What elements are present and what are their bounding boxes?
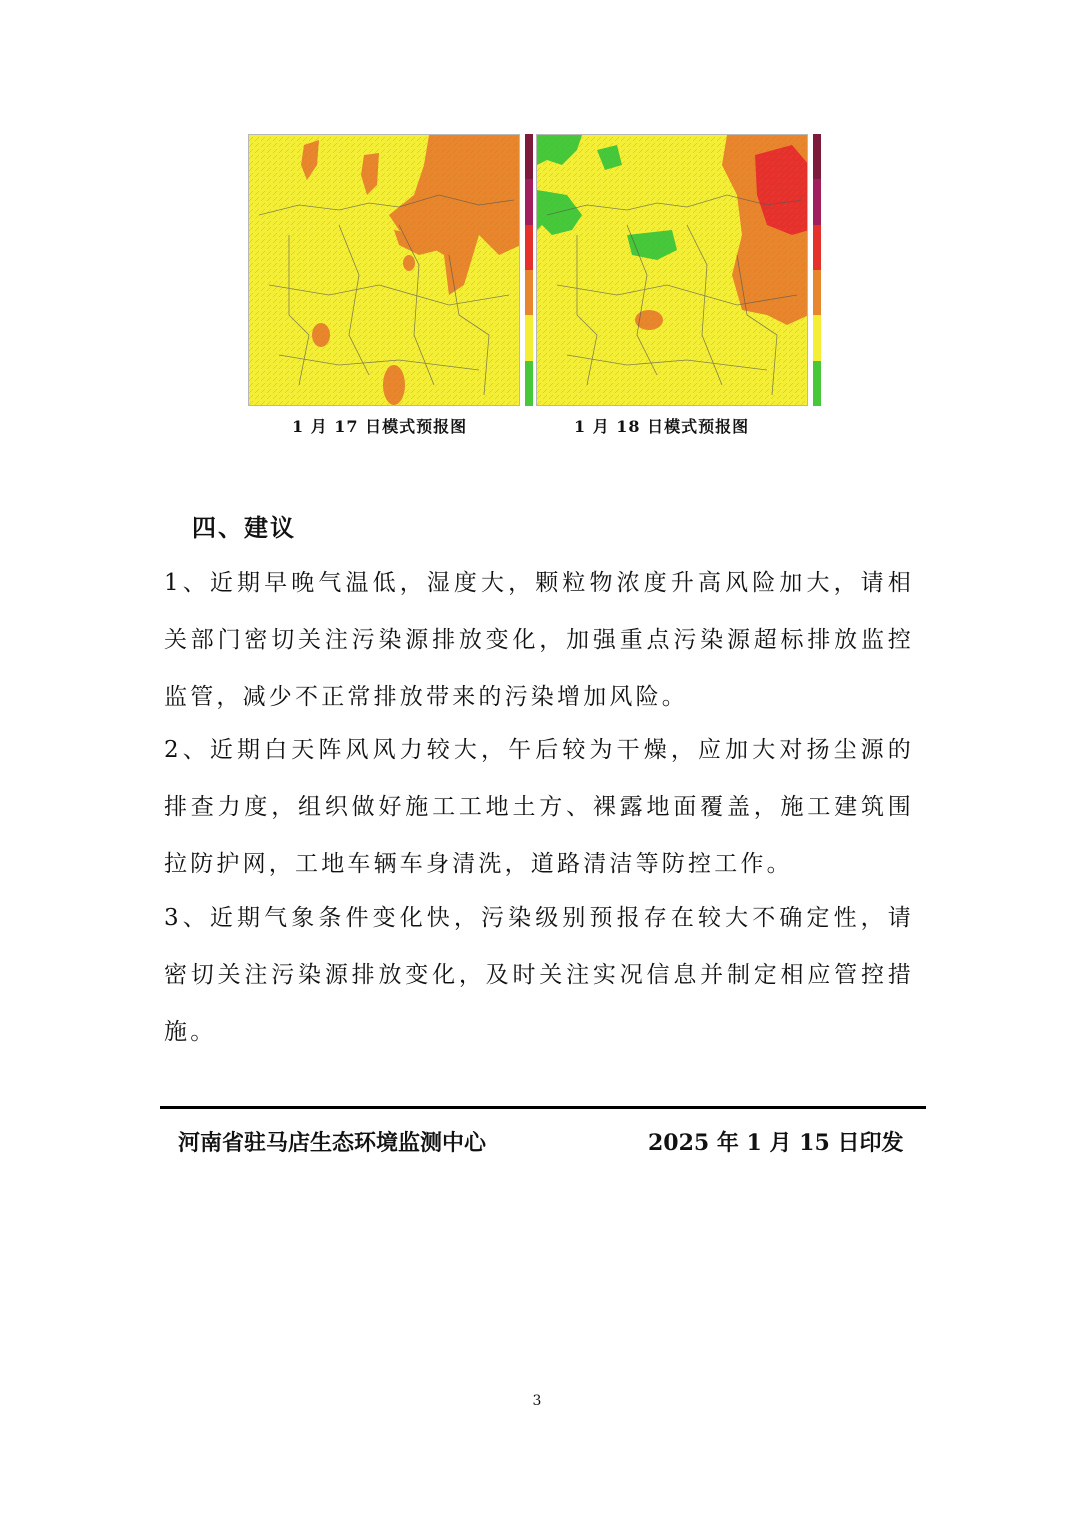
colorbar-2-seg-4: [813, 270, 821, 315]
figure-caption-2: 1 月 18 日模式预报图: [574, 417, 750, 436]
colorbar-1-seg-4: [525, 270, 533, 315]
colorbar-1-seg-2: [525, 179, 533, 224]
section-heading-suggestions: 四、建议: [192, 513, 296, 542]
forecast-map-figure-1: [248, 134, 540, 406]
footer-issue-date: 2025 年 1 月 15 日印发: [648, 1130, 904, 1156]
forecast-map-1: [248, 134, 520, 406]
footer-organization: 河南省驻马店生态环境监测中心: [178, 1130, 487, 1156]
forecast-map-2-graphic: [537, 135, 808, 406]
colorbar-1-seg-3: [525, 225, 533, 270]
forecast-map-figure-2: [536, 134, 828, 406]
colorbar-1-seg-1: [525, 134, 533, 179]
forecast-map-1-graphic: [249, 135, 520, 406]
page-number: 3: [532, 1393, 542, 1409]
footer-divider: [160, 1106, 926, 1109]
suggestion-paragraph-3: 3、近期气象条件变化快，污染级别预报存在较大不确定性，请密切关注污染源排放变化，及时关注实况信息并制定相应管控措施。: [164, 905, 914, 1045]
suggestion-paragraph-2: 2、近期白天阵风风力较大，午后较为干燥，应加大对扬尘源的排查力度，组织做好施工工地土方、裸露地面覆盖，施工建筑围拉防护网，工地车辆车身清洗，道路清洁等防控工作。: [164, 737, 914, 877]
colorbar-2-seg-5: [813, 315, 821, 360]
map2-wind-overlay: [537, 135, 808, 406]
colorbar-1: [525, 134, 533, 406]
colorbar-2: [813, 134, 821, 406]
suggestion-paragraph-1: 1、近期早晚气温低，湿度大，颗粒物浓度升高风险加大，请相关部门密切关注污染源排放变化，加强重点污染源超标排放监控监管，减少不正常排放带来的污染增加风险。: [164, 570, 914, 710]
colorbar-2-seg-3: [813, 225, 821, 270]
colorbar-2-seg-6: [813, 361, 821, 406]
figure-caption-1: 1 月 17 日模式预报图: [292, 417, 468, 436]
colorbar-2-seg-2: [813, 179, 821, 224]
colorbar-1-seg-5: [525, 315, 533, 360]
colorbar-2-seg-1: [813, 134, 821, 179]
map1-wind-overlay: [249, 135, 520, 406]
forecast-map-2: [536, 134, 808, 406]
colorbar-1-seg-6: [525, 361, 533, 406]
